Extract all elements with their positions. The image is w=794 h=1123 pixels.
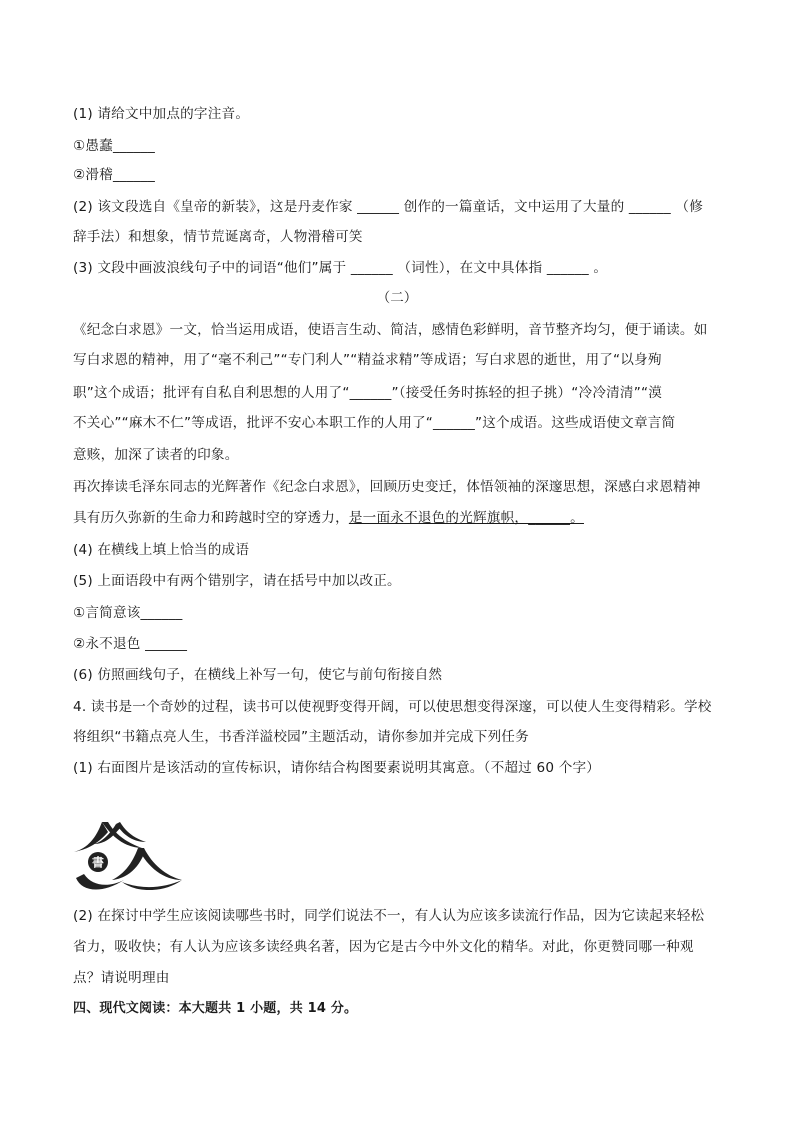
question-3-prompt: (3) 文段中画波浪线句子中的词语“他们”属于 ______ （词性），在文中具体指 ______ 。 bbox=[73, 260, 608, 276]
logo-lower-stroke-center bbox=[112, 848, 144, 880]
question-1-prompt: (1) 请给文中加点的字注音。 bbox=[73, 106, 250, 122]
question-1-item-2: ②滑稽______ bbox=[73, 167, 155, 183]
passage-line-6: 再次捧读毛泽东同志的光辉著作《纪念白求恩》，回顾历史变迁，体悟领袖的深邃思想，深感白求恩精神 bbox=[73, 479, 701, 495]
question-6-prompt: (6) 仿照画线句子，在横线上补写一句，使它与前句衔接自然 bbox=[73, 667, 443, 683]
activity-logo-image bbox=[72, 818, 184, 894]
logo-upper-stroke-left bbox=[74, 822, 108, 852]
passage-line-5: 意赅，加深了读者的印象。 bbox=[73, 447, 239, 463]
logo-lower-base bbox=[122, 880, 182, 890]
passage-line-2: 写白求恩的精神，用了“毫不利己”“专门利人”“精益求精”等成语；写白求恩的逝世，用了“以身殉 bbox=[73, 352, 662, 368]
subquestion-2-line-1: (2) 在探讨中学生应该阅读哪些书时，同学们说法不一，有人认为应该多读流行作品，因为它读起来轻松 bbox=[73, 908, 705, 924]
question-5-prompt: (5) 上面语段中有两个错别字，请在括号中加以改正。 bbox=[73, 573, 401, 589]
logo-seal-char: 書 bbox=[91, 855, 105, 870]
subquestion-2-line-3: 点？请说明理由 bbox=[73, 970, 170, 986]
subquestion-1: (1) 右面图片是该活动的宣传标识，请你结合构图要素说明其寓意。（不超过 60 个字） bbox=[73, 760, 601, 776]
passage-line-7 bbox=[73, 508, 584, 528]
question-5-item-2: ②永不退色 ______ bbox=[73, 636, 188, 652]
passage-line-7-plain: 具有历久弥新的生命力和跨越时空的穿透力， bbox=[73, 510, 349, 526]
passage-line-1: 《纪念白求恩》一文，恰当运用成语，使语言生动、简洁，感情色彩鲜明，音节整齐均匀，便于诵读。如 bbox=[73, 322, 708, 338]
question-2-line-2: 辞手法）和想象，情节荒诞离奇，人物滑稽可笑 bbox=[73, 229, 363, 245]
question-4-main-line-1: 4. 读书是一个奇妙的过程，读书可以使视野变得开阔，可以使思想变得深邃，可以使人生变得精彩。学校 bbox=[73, 699, 712, 715]
subquestion-2-line-2: 省力，吸收快；有人认为应该多读经典名著，因为它是古今中外文化的精华。对此，你更赞同哪一种观 bbox=[73, 939, 694, 955]
question-2-line-1: (2) 该文段选自《皇帝的新装》，这是丹麦作家 ______ 创作的一篇童话，文中运用了大量的 ______ （修 bbox=[73, 199, 703, 215]
logo-lower-stroke-right bbox=[138, 848, 182, 880]
passage-line-4: 不关心”“麻木不仁”等成语，批评不安心本职工作的人用了“______”这个成语。这些成语使文章言简 bbox=[73, 415, 676, 431]
passage-line-3: 职”这个成语；批评有自私自利思想的人用了“______”（接受任务时拣轻的担子挑）“冷冷清清”“漠 bbox=[73, 385, 663, 401]
section-four-heading: 四、现代文阅读：本大题共 1 小题，共 14 分。 bbox=[73, 1001, 358, 1016]
logo-lower-stroke-left bbox=[76, 874, 124, 890]
question-5-item-1: ①言简意该______ bbox=[73, 605, 183, 621]
question-1-item-1: ①愚蠢______ bbox=[73, 138, 155, 154]
section-heading-two: （二） bbox=[376, 290, 418, 306]
question-4-main-line-2: 将组织“书籍点亮人生，书香洋溢校园”主题活动，请你参加并完成下列任务 bbox=[73, 729, 529, 745]
underlined-sentence: 是一面永不退色的光辉旗帜，______。 bbox=[348, 510, 584, 526]
question-4-prompt: (4) 在横线上填上恰当的成语 bbox=[73, 542, 250, 558]
